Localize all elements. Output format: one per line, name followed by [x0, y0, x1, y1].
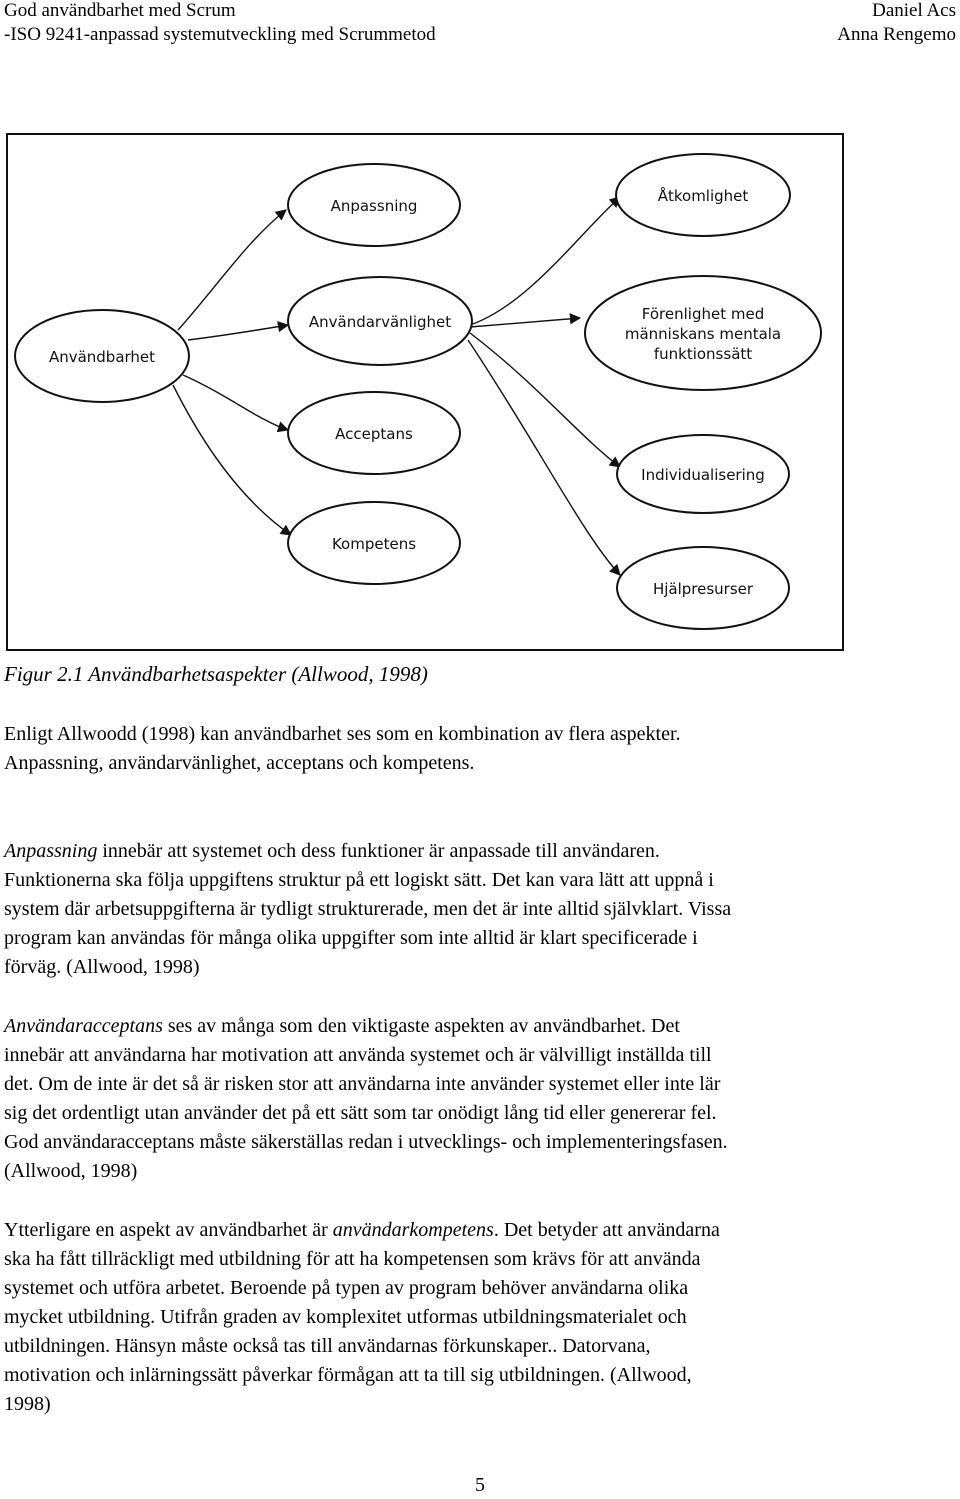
header-author-1: Daniel Acs — [872, 0, 956, 21]
text-line — [4, 1216, 949, 1245]
label-forenlighet-2: människans mentala — [624, 325, 782, 343]
text-line: utbildningen. Hänsyn måste också tas till användarnas förkunskaper.. Datorvana, — [4, 1335, 651, 1357]
paragraph-anpassning — [4, 837, 949, 982]
edge-anv-hjalpresurser — [468, 340, 620, 575]
header-subtitle: -ISO 9241-anpassad systemutveckling med Scrummetod — [4, 24, 436, 45]
label-anvandbarhet: Användbarhet — [48, 348, 156, 366]
paragraph-acceptans — [4, 1012, 949, 1186]
paragraph-intro — [4, 720, 949, 778]
text-span: . Det betyder att användarna — [493, 1219, 720, 1241]
label-kompetens: Kompetens — [331, 535, 417, 553]
text-span: ses av många som den viktigaste aspekten av användbarhet. Det — [162, 1015, 680, 1037]
text-line — [4, 1012, 949, 1041]
term-anvandarkompetens: användarkompetens — [332, 1219, 494, 1241]
label-forenlighet-3: funktionssätt — [653, 345, 753, 363]
edge-root-acceptans — [183, 375, 288, 430]
text-line: Anpassning, användarvänlighet, acceptans och kompetens. — [4, 752, 475, 774]
text-line: motivation och inlärningssätt påverkar förmågan att ta till sig utbildningen. (Allwood, — [4, 1364, 692, 1386]
text-line: program kan användas för många olika uppgifter som inte alltid är klart specificerade i — [4, 927, 698, 949]
label-anvandarvanlighet: Användarvänlighet — [308, 313, 452, 331]
term-anvandaracceptans: Användaracceptans — [4, 1015, 163, 1037]
label-forenlighet-1: Förenlighet med — [641, 305, 765, 323]
edge-root-anpassning — [178, 210, 286, 330]
text-line: sig det ordentligt utan använder det på ett sätt som tar onödigt lång tid eller genererar fel. — [4, 1102, 717, 1124]
text-line: förväg. (Allwood, 1998) — [4, 956, 200, 978]
text-line: systemet och utföra arbetet. Beroende på typen av program behöver användarna olika — [4, 1277, 689, 1299]
text-span: Ytterligare en aspekt av användbarhet är — [4, 1219, 333, 1241]
text-line: Funktionerna ska följa uppgiftens struktur på ett logiskt sätt. Det kan vara lätt att uppnå i — [4, 869, 714, 891]
figure-caption: Figur 2.1 Användbarhetsaspekter (Allwood, 1998) — [4, 662, 428, 686]
text-line: mycket utbildning. Utifrån graden av komplexitet utformas utbildningsmaterialet och — [4, 1306, 687, 1328]
label-anpassning: Anpassning — [330, 197, 418, 215]
text-line — [4, 837, 949, 866]
label-acceptans: Acceptans — [335, 425, 413, 443]
label-hjalpresurser: Hjälpresurser — [652, 580, 754, 598]
text-span: innebär att systemet och dess funktioner är anpassade till användaren. — [97, 840, 660, 862]
label-individualisering: Individualisering — [641, 466, 765, 484]
text-line: det. Om de inte är det så är risken stor att användarna inte använder systemet eller inte lär — [4, 1073, 721, 1095]
header-author-2: Anna Rengemo — [837, 24, 956, 45]
term-anpassning: Anpassning — [4, 840, 98, 862]
text-line: innebär att användarna har motivation att använda systemet och är välvilligt inställda till — [4, 1044, 712, 1066]
text-line: Enligt Allwoodd (1998) kan användbarhet ses som en kombination av flera aspekter. — [4, 723, 681, 745]
edge-root-anvandarvanlighet — [188, 325, 288, 340]
page-number: 5 — [475, 1474, 485, 1496]
usability-diagram — [6, 133, 844, 651]
label-atkomlighet: Åtkomlighet — [657, 187, 749, 205]
edge-root-kompetens — [173, 385, 291, 535]
paragraph-kompetens — [4, 1216, 949, 1419]
text-line: 1998) — [4, 1393, 51, 1415]
text-line: system där arbetsuppgifterna är tydligt strukturerade, men det är inte alltid självklart. Vissa — [4, 898, 732, 920]
text-line: (Allwood, 1998) — [4, 1160, 138, 1182]
edge-anv-forenlighet — [470, 318, 580, 327]
text-line: God användaracceptans måste säkerställas redan i utvecklings- och implementeringsfasen. — [4, 1131, 728, 1153]
diagram-canvas — [8, 135, 842, 649]
header-title: God användbarhet med Scrum — [4, 0, 236, 21]
text-line: ska ha fått tillräckligt med utbildning för att ha kompetensen som krävs för att använda — [4, 1248, 701, 1270]
edge-anv-atkomlighet — [470, 197, 620, 325]
